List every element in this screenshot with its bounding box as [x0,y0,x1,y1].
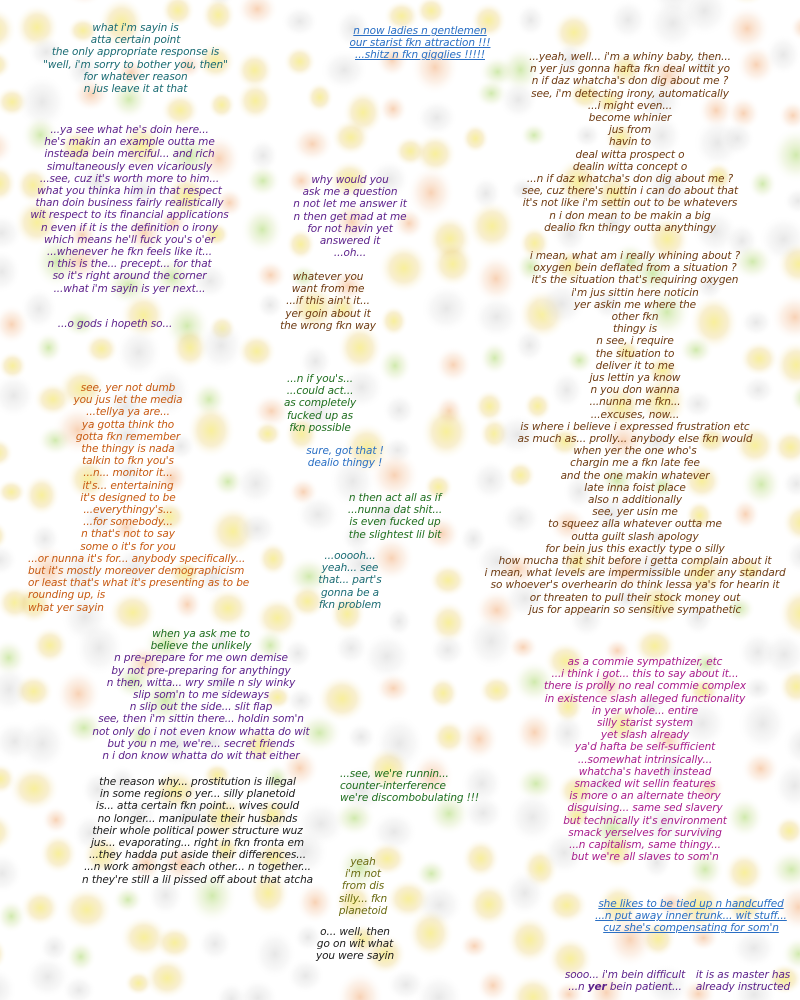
text-line: "well, i'm sorry to bother you, then" [43,58,228,71]
text-line: go on wit what [316,938,394,951]
bokeh-dot [724,5,771,52]
text-line: ...i might even... [587,99,673,112]
text-line: jus lettin ya know [589,372,681,385]
text-line: see, cuz there's nuttin i can do about that [521,185,739,198]
text-line: it's the situation that's requiring oxygen [531,274,739,287]
text-line: yet slash already [600,729,690,742]
text-line: but we're all slaves to som'n [571,851,719,864]
text-line: silly starist system [597,717,693,730]
bokeh-dot [748,168,777,200]
text-line: so it's right around the corner [52,270,207,283]
text-line: from dis [341,880,385,893]
bokeh-dot [291,125,334,163]
text-line: rounding up, is [28,589,106,602]
text-line: ...n if daz whatcha's don dig about me ? [526,173,734,186]
text-line: ...or nunna it's for... anybody specifically... [28,552,246,565]
text-line: n i don know whatta do wit that either [102,750,300,763]
text-line: oxygen bein deflated from a situation ? [533,262,737,275]
text-line: n if daz whatcha's don dig about me ? [531,75,729,88]
text-line: in yer whole... entire [591,704,699,717]
text-block-hopeth [40,318,190,330]
bokeh-dot [515,3,546,38]
text-line: dealio fkn thingy outta anythingy [544,221,716,234]
text-line: as completely [283,397,357,410]
text-line: it's... entertaining [82,479,174,492]
text-line: ...i think i got... this to say about it... [551,668,739,681]
bokeh-dot [331,119,371,156]
text-line: want from me [291,283,365,296]
text-line: n see, i require [596,335,674,348]
bokeh-dot [382,393,416,426]
text-line: n this is the... precept... for that [47,258,212,271]
text-line: outta guilt slash apology [571,530,699,543]
text-line: ...tellya ya are... [86,406,170,419]
text-line: deliver it to me [595,359,675,372]
text-line: is even fucked up [349,516,441,529]
text-line: but technically it's environment [563,814,727,827]
text-line: n then, witta... wry smile n sly winky [106,676,296,689]
bokeh-dot [459,717,500,761]
bokeh-dot [112,885,143,914]
text-line: as a commie sympathizer, etc [567,656,723,668]
text-line: fkn possible [289,421,351,434]
bokeh-dot [0,544,18,577]
text-line: n they're still a lil pissed off about that atcha [82,873,313,886]
bokeh-dot [407,907,454,959]
text-line: dealin witta concept o [572,160,688,173]
bokeh-dot [608,0,648,41]
text-block-commie [540,656,750,863]
bokeh-dot [306,82,334,113]
text-line: ...could act... [286,385,354,398]
text-line: than doin business fairly realistically [35,197,224,210]
text-line: jus for appearin so sensitive sympathetic [528,603,742,616]
text-line: other fkn [611,311,659,324]
text-line: o... well, then [320,926,390,938]
text-block-example [22,124,237,295]
text-line: n now ladies n gentlemen [353,25,487,37]
text-line: see, then i'm sittin there... holdin som'n [98,713,304,726]
bokeh-dot [461,838,500,879]
text-line: atta certain point [90,34,181,47]
text-line: n slip out the side... slit flap [129,701,273,714]
text-line: ...n capitalism, same thingy... [569,839,721,852]
text-line: yer goin about it [285,307,371,320]
text-line: insteada bein merciful... and rich [44,148,215,161]
bokeh-dot [336,970,385,1000]
bokeh-dot [378,94,408,125]
text-line: silly... fkn [338,892,388,905]
text-line: ask me a question [302,186,398,199]
text-block-whiny-baby [510,51,750,234]
text-block-could-act [270,373,370,434]
text-line: ...yeah, well... i'm a whiny baby, then... [529,51,731,63]
text-block-sayin [28,22,243,95]
bokeh-dot [476,968,510,1000]
text-line: the situation to [595,347,675,360]
text-block-difficult [560,969,690,993]
bokeh-dot [31,626,69,664]
text-line: ...n yer bein patient... [568,981,682,994]
text-line: he's makin an example outta me [44,136,215,149]
bokeh-dot [774,816,800,847]
text-line: so whoever's overhearin do think lessa ya's for hearin it [490,579,780,592]
text-line: for whatever reason [83,70,188,83]
text-line: dealio thingy ! [307,457,383,470]
text-line: ...ooooh... [324,550,376,562]
text-line: smacked wit sellin features [574,778,716,791]
bokeh-dot [333,800,376,837]
text-line: counter-interference [340,780,446,793]
bokeh-dot [144,957,190,1000]
text-line: ...ya see what he's doin here... [50,124,209,136]
text-line: the only appropriate response is [51,46,220,59]
text-block-handcuffed [586,898,796,935]
text-line: ...oh... [333,247,367,260]
text-line: see, yer not dumb [80,382,176,394]
text-line: their whole political power structure wuz [92,824,303,837]
bokeh-dot [20,889,61,928]
text-line: the wrong fkn way [280,319,376,332]
bokeh-dot [0,811,15,853]
text-line: havin to [609,136,651,149]
bokeh-dot [429,632,466,667]
bokeh-dot [286,958,325,994]
text-line: also n additionally [588,494,682,507]
text-line: gotta fkn remember [75,430,181,443]
bokeh-dot [0,479,26,505]
bokeh-dot [427,676,459,710]
text-block-master [688,969,798,993]
text-line: and the one makin whatever [560,469,710,482]
bokeh-dot [434,346,472,384]
text-line: for bein jus this exactly type o silly [545,542,725,555]
text-line: what you thinka him in that respect [37,185,222,198]
text-line: slip som'n to me sideways [133,689,269,702]
text-line: ...n if you's... [286,373,354,385]
text-line: whatcha's haveth instead [578,765,712,778]
text-line: which means he'll fuck you's o'er [43,233,215,246]
text-block-act-as-if [320,492,470,541]
text-block-whatever [268,271,388,332]
bokeh-dot [84,333,119,365]
text-line: the slightest lil bit [348,528,442,541]
text-line: wit respect to its financial applications [30,209,229,222]
bokeh-dot [0,164,17,204]
text-line: how mucha that shit before i getta complain about it [498,555,772,568]
text-line: what i'm sayin is [92,22,179,34]
text-line: for not havin yet [307,222,393,235]
text-line: gonna be a [320,586,380,599]
text-line: but it's mostly moreover demographicism [28,565,245,578]
text-line: n i don mean to be makin a big [549,209,711,222]
text-block-question [270,174,430,259]
text-line: it is as master has [695,969,791,981]
text-line: become whinier [588,112,672,125]
text-line: yer askin me where the [573,298,697,311]
text-line: jus... evaporating... right in fkn fronta em [90,837,304,850]
text-line: ...o gods i hopeth so... [57,318,173,330]
bokeh-dot [503,870,546,917]
text-line: when yer the one who's [573,445,697,458]
text-line: sooo... i'm bein difficult [564,969,686,981]
bokeh-dot [459,933,490,960]
bokeh-dot [8,765,60,812]
bokeh-dot [0,438,14,468]
text-line: deal witta prospect o [575,148,685,161]
bokeh-dot [506,915,554,965]
bokeh-dot [65,940,96,973]
text-line: planetoid [338,904,388,917]
text-block-runnin [340,768,505,805]
text-line: is more o an alternate theory [569,790,721,803]
text-line: our starist fkn attraction !!! [349,37,491,50]
bokeh-dot [421,403,472,460]
bokeh-dot [374,672,412,705]
bokeh-dot [0,967,18,1000]
text-line: i mean, what am i really whining about ? [529,250,741,262]
text-line: that... part's [318,574,382,587]
text-line: what yer sayin [28,601,104,614]
text-line: i mean, what levels are impermissible under any standard [484,567,786,580]
text-line: believe the unlikely [150,640,252,653]
text-line: yeah [350,856,376,868]
text-line: disguising... same sed slavery [567,802,723,815]
text-line: simultaneously even vicariously [46,160,213,173]
text-line: ya'd hafta be self-sufficient [574,741,716,754]
text-line: ...excuses, now... [590,408,680,421]
text-line: smack yerselves for surviving [568,826,722,839]
text-line: ...for somebody... [83,516,173,529]
text-line: as much as... prolly... anybody else fkn would [517,433,753,446]
bokeh-dot [0,7,17,53]
text-line: the thingy is nada [81,443,175,456]
text-line: n even if it is the definition o irony [41,221,218,234]
text-line: ...n work amongst each other... n together... [84,861,311,874]
bokeh-dot [346,722,377,751]
text-block-prostitution [60,776,335,886]
text-line: see, i'm detecting irony, automatically [531,87,729,100]
text-line: late inna foist place [584,481,686,494]
bokeh-dot [0,127,15,167]
bokeh-dot [0,49,12,79]
text-line: but you n me, we're... secret friends [107,737,295,750]
bokeh-dot [461,123,489,153]
text-line: is... atta certain fkn point... wives could [95,800,300,813]
bokeh-dot [416,99,458,137]
text-line: there is prolly no real commie complex [544,680,746,693]
text-line: ...shitz n fkn gigglies !!!!! [355,49,485,62]
text-line: n jus leave it at that [83,83,188,96]
bokeh-dot [34,332,64,364]
text-line: ...n put away inner trunk... wit stuff... [595,910,787,923]
text-line: n then get mad at me [293,210,407,223]
bokeh-dot [771,126,800,183]
bokeh-dot [778,100,800,131]
bokeh-dot [237,978,279,1000]
text-line: n not let me answer it [293,198,407,211]
text-line: n that's not to say [81,528,175,541]
text-line: see, yer usin me [592,506,678,519]
text-block-got-that [295,445,395,469]
text-line: ...see, cuz it's worth more to him... [39,172,220,185]
text-line: by not pre-preparing for anythingy [111,664,291,677]
bokeh-dot [17,717,67,770]
bokeh-dot [428,563,467,598]
text-block-ooooh [305,550,395,611]
text-line: to squeez alla whatever outta me [548,518,722,531]
text-line: yeah... see [321,562,379,575]
bokeh-dot [509,974,558,1000]
text-line: when ya ask me to [152,628,250,640]
text-line: ...what i'm sayin is yer next... [53,282,206,295]
text-line: or least that's what it's presenting as to be [28,577,250,590]
bokeh-dot [61,886,112,933]
text-line: ...see, we're runnin... [340,768,449,780]
text-line: ...nunna dat shit... [347,504,443,517]
bokeh-dot [545,886,589,924]
bokeh-dot [154,925,194,960]
text-line: i'm jus sittin here noticin [571,286,699,299]
text-line: ...everythingy's... [83,504,173,517]
bokeh-dot [478,674,515,706]
text-line: jus from [608,124,652,137]
bokeh-dot [160,93,200,128]
text-block-planetoid [328,856,398,917]
text-line: you were sayin [315,950,395,963]
text-line: ...whenever he fkn feels like it... [47,246,212,259]
text-line: no longer... manipulate their husbands [97,812,298,825]
text-line: ...nunna me fkn... [589,396,681,409]
text-line: or threaten to pull their stock money out [529,591,741,604]
text-line: she likes to be tied up n handcuffed [598,898,784,910]
emphasis: yer [587,981,607,994]
text-block-demise [76,628,326,762]
bokeh-dot [0,852,23,894]
text-line: answered it [319,235,381,248]
bokeh-dot [13,673,54,710]
bokeh-dot [0,249,21,293]
text-line: is where i believe i expressed frustration etc [520,420,750,433]
bokeh-dot [508,634,539,661]
text-block-go-on [300,926,410,963]
text-line: n pre-prepare for me own demise [114,652,288,665]
text-block-media [28,382,283,614]
text-line: not only do i not even know whatta do wit [92,725,310,738]
text-line: i'm not [345,868,381,881]
text-block-announcement [340,25,500,62]
bokeh-dot [281,5,319,37]
text-line: it's designed to be [80,491,176,504]
text-line: ...if this ain't it... [286,295,370,308]
text-line: ...somewhat intrinsically... [577,753,713,766]
text-line: the reason why... prostitution is illegal [99,776,296,788]
text-line: sure, got that ! [306,445,384,457]
bokeh-dot [197,926,232,961]
text-line: already instructed [695,981,791,994]
text-line: fkn problem [318,598,382,611]
bokeh-dot [283,45,316,77]
text-line: we're discombobulating !!! [340,792,480,805]
bokeh-dot [415,0,447,26]
text-line: in existence slash alleged functionality [544,692,746,705]
text-line: n then act all as if [348,492,442,504]
text-line: in some regions o yer... silly planetoid [99,788,296,801]
text-line: you jus let the media [73,394,183,407]
text-line: fucked up as [286,409,354,422]
text-line: ya gotta think tho [81,418,175,431]
text-line: cuz she's compensating for som'n [603,922,779,935]
text-line: chargin me a fkn late fee [570,457,700,470]
text-line: n you don wanna [590,384,680,397]
text-line: ...they hadda put aside their differences... [88,849,307,862]
bokeh-dot [421,284,472,333]
text-line: it's not like i'm settin out to be whatevers [522,197,738,210]
bokeh-dot [430,240,475,287]
bokeh-dot [237,333,277,370]
text-line: why would you [311,174,389,186]
text-line: thingy is [612,323,658,336]
bokeh-dot [63,0,107,6]
text-block-oxygen [470,250,800,616]
text-line: n yer jus gonna hafta fkn deal wittit yo [530,63,730,76]
text-line: talkin to fkn you's [82,455,174,468]
text-line: some o it's for you [80,540,176,553]
text-line: ...n... monitor it... [83,467,173,480]
bokeh-dot [0,936,7,972]
bokeh-dot [783,187,800,215]
text-line: whatever you [292,271,364,283]
